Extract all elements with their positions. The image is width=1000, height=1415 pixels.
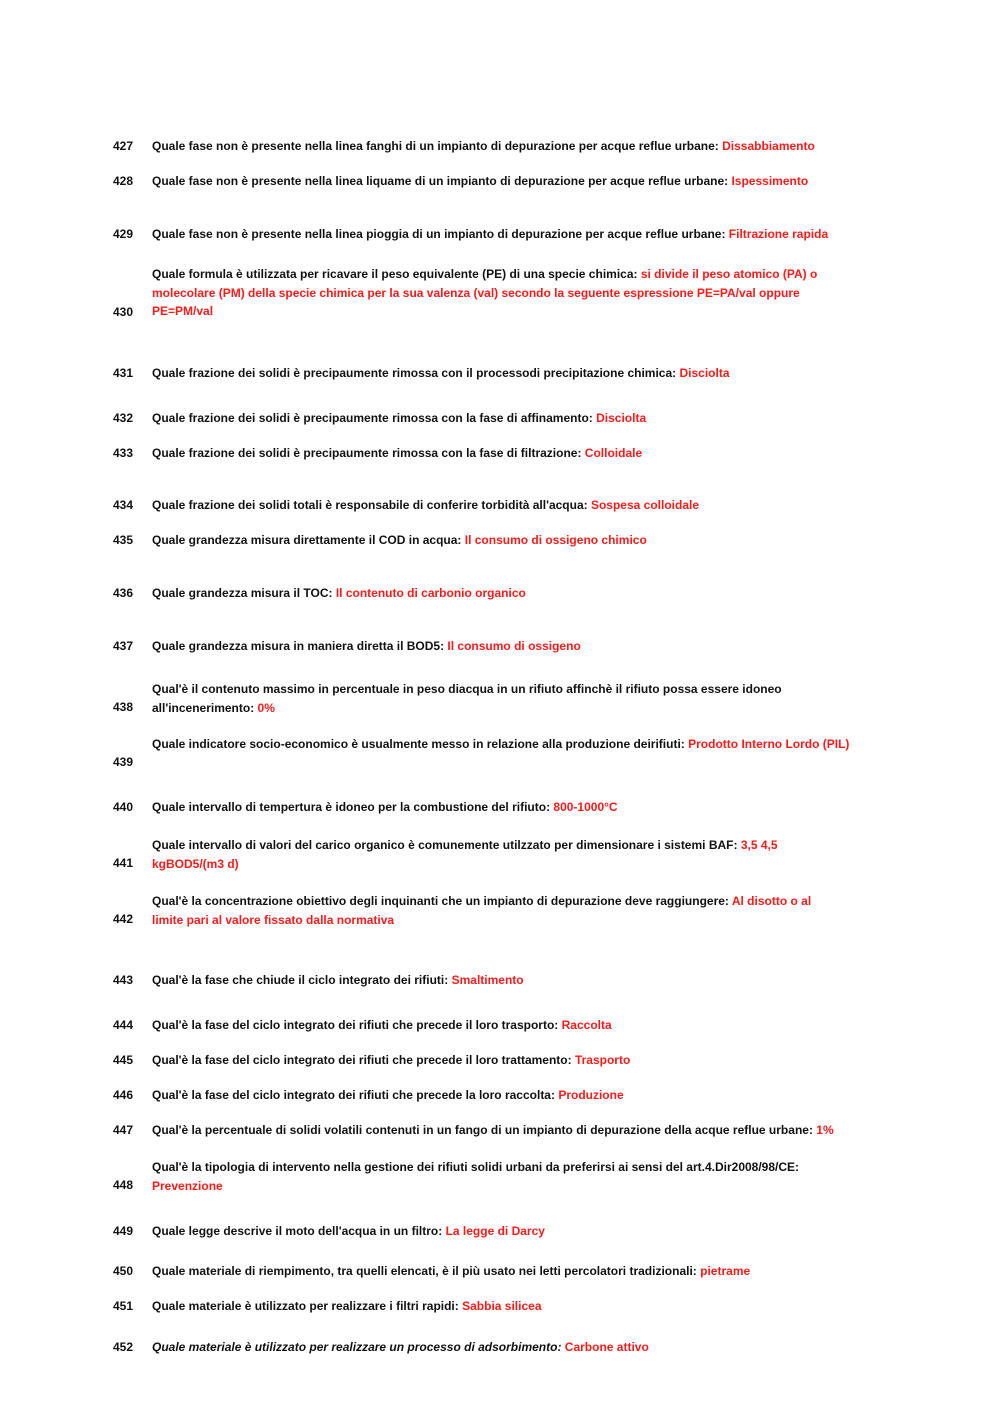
item-number: 440 [113,800,134,814]
item-number: 427 [113,139,134,153]
question-text: Quale grandezza misura direttamente il COD in acqua: [152,533,465,547]
question-text: Quale legge descrive il moto dell'acqua in un filtro: [152,1224,446,1238]
answer-text: Raccolta [561,1018,612,1032]
question-text: Qual'è la concentrazione obiettivo degli inquinanti che un impianto di depurazione deve raggiungere: [152,894,732,908]
answer-text: 3,5 4,5 kgBOD5/(m3 d) [152,838,778,871]
answer-text: pietrame [700,1264,751,1278]
item-text [152,137,872,156]
question-text: Quale frazione dei solidi è precipaumente rimossa con la fase di filtrazione: [152,446,585,460]
question-text: Quale intervallo di tempertura è idoneo per la combustione del rifiuto: [152,800,554,814]
answer-text: Smaltimento [451,973,524,987]
item-text [152,892,842,929]
item-number: 451 [113,1299,134,1313]
item-text [152,1016,872,1035]
item-text [152,1158,852,1195]
answer-text: Il contenuto di carbonio organico [335,586,526,600]
answer-text: Il consumo di ossigeno [447,639,581,653]
item-number: 431 [113,366,134,380]
answer-text: Il consumo di ossigeno chimico [464,533,647,547]
item-text [152,496,872,515]
item-number: 452 [113,1340,134,1354]
question-text: Qual'è la fase del ciclo integrato dei rifiuti che precede la loro raccolta: [152,1088,559,1102]
item-text [152,265,852,321]
answer-text: Disciolta [679,366,730,380]
question-text: Quale fase non è presente nella linea fanghi di un impianto di depurazione per acque reflue urbane: [152,139,723,153]
item-text [152,225,872,244]
item-number: 428 [113,174,134,188]
answer-text: Sabbia silicea [462,1299,542,1313]
item-text [152,1051,872,1070]
question-text: Qual'è la fase del ciclo integrato dei rifiuti che precede il loro trasporto: [152,1018,562,1032]
item-number: 430 [113,305,134,319]
item-text [152,798,872,817]
answer-text: Ispessimento [731,174,809,188]
item-text [152,409,872,428]
item-number: 436 [113,586,134,600]
question-text: Quale frazione dei solidi è precipaumente rimossa con la fase di affinamento: [152,411,597,425]
answer-text: Filtrazione rapida [728,227,829,241]
question-text: Quale materiale di riempimento, tra quelli elencati, è il più usato nei letti percolatori tradizionali: [152,1264,701,1278]
item-text [152,531,872,550]
item-number: 447 [113,1123,134,1137]
question-text: Quale intervallo di valori del carico organico è comunemente utilzzato per dimensionare i sistemi BAF: [152,838,741,852]
answer-text: La legge di Darcy [445,1224,545,1238]
answer-text: Produzione [558,1088,624,1102]
answer-text: 0% [257,700,275,715]
item-number: 433 [113,446,134,460]
item-number: 449 [113,1224,134,1238]
item-number: 429 [113,227,134,241]
question-text: Qual'è la percentuale di solidi volatili contenuti in un fango di un impianto di depurazione della acque reflue urbane: [152,1123,817,1137]
item-text [152,1262,912,1281]
answer-text: 800-1000°C [553,800,618,814]
item-text [152,637,872,656]
question-text: Quale fase non è presente nella linea pioggia di un impianto di depurazione per acque reflue urbane: [152,227,729,241]
question-text: Qual'è la tipologia di intervento nella gestione dei rifiuti solidi urbani da preferirsi ai sensi del art.4.Dir2008/98/CE: [152,1160,800,1174]
item-number: 437 [113,639,134,653]
item-text [152,1297,872,1316]
item-number: 446 [113,1088,134,1102]
item-number: 450 [113,1264,134,1278]
answer-text: Colloidale [584,446,643,460]
answer-text: Prodotto Interno Lordo (PIL) [688,737,850,751]
item-number: 444 [113,1018,134,1032]
item-number: 439 [113,755,134,769]
item-text [152,1121,912,1140]
item-text [152,971,872,990]
item-text [152,680,812,717]
question-text: Quale grandezza misura il TOC: [152,586,336,600]
answer-text: Dissabbiamento [722,139,815,153]
item-number: 445 [113,1053,134,1067]
question-text: Qual'è la fase del ciclo integrato dei rifiuti che precede il loro trattamento: [152,1053,575,1067]
answer-text: Sospesa colloidale [590,498,699,512]
question-text: Quale frazione dei solidi totali è responsabile di conferire torbidità all'acqua: [152,498,591,512]
answer-text: Disciolta [596,411,647,425]
question-text: Qual'è il contenuto massimo in percentuale in peso diacqua in un rifiuto affinchè il rifiuto possa essere idoneo all'incenerimento: [152,682,782,715]
answer-text: si divide il peso atomico (PA) o molecolare (PM) della specie chimica per la sua valenza (val) secondo la seguente espressione PE=PA/val oppure PE=PM/val [152,267,818,318]
item-text [152,1222,872,1241]
item-text [152,1086,872,1105]
question-text: Quale indicatore socio-economico è usualmente messo in relazione alla produzione deirifiuti: [152,737,689,751]
item-number: 438 [113,700,134,714]
item-number: 434 [113,498,134,512]
item-number: 448 [113,1178,134,1192]
item-number: 443 [113,973,134,987]
question-text: Quale frazione dei solidi è precipaumente rimossa con il processodi precipitazione chimica: [152,366,680,380]
question-text: Quale formula è utilizzata per ricavare il peso equivalente (PE) di una specie chimica: [152,267,641,281]
answer-text: Al disotto o al limite pari al valore fissato dalla normativa [152,894,812,927]
question-text: Quale materiale è utilizzato per realizzare i filtri rapidi: [152,1299,463,1313]
question-text: Quale materiale è utilizzato per realizzare un processo di adsorbimento: [152,1340,565,1354]
answer-text: Carbone attivo [564,1340,649,1354]
item-number: 441 [113,856,134,870]
item-text [152,444,872,463]
item-number: 442 [113,912,134,926]
item-text [152,836,792,873]
item-text [152,735,852,754]
item-text [152,172,872,191]
item-number: 435 [113,533,134,547]
question-text: Quale fase non è presente nella linea liquame di un impianto di depurazione per acque reflue urbane: [152,174,732,188]
answer-text: 1% [816,1123,834,1137]
item-number: 432 [113,411,134,425]
item-text [152,364,872,383]
answer-text: Prevenzione [152,1178,223,1193]
question-text: Quale grandezza misura in maniera diretta il BOD5: [152,639,448,653]
answer-text: Trasporto [574,1053,631,1067]
item-text [152,1338,872,1357]
item-text [152,584,872,603]
question-text: Qual'è la fase che chiude il ciclo integrato dei rifiuti: [152,973,452,987]
